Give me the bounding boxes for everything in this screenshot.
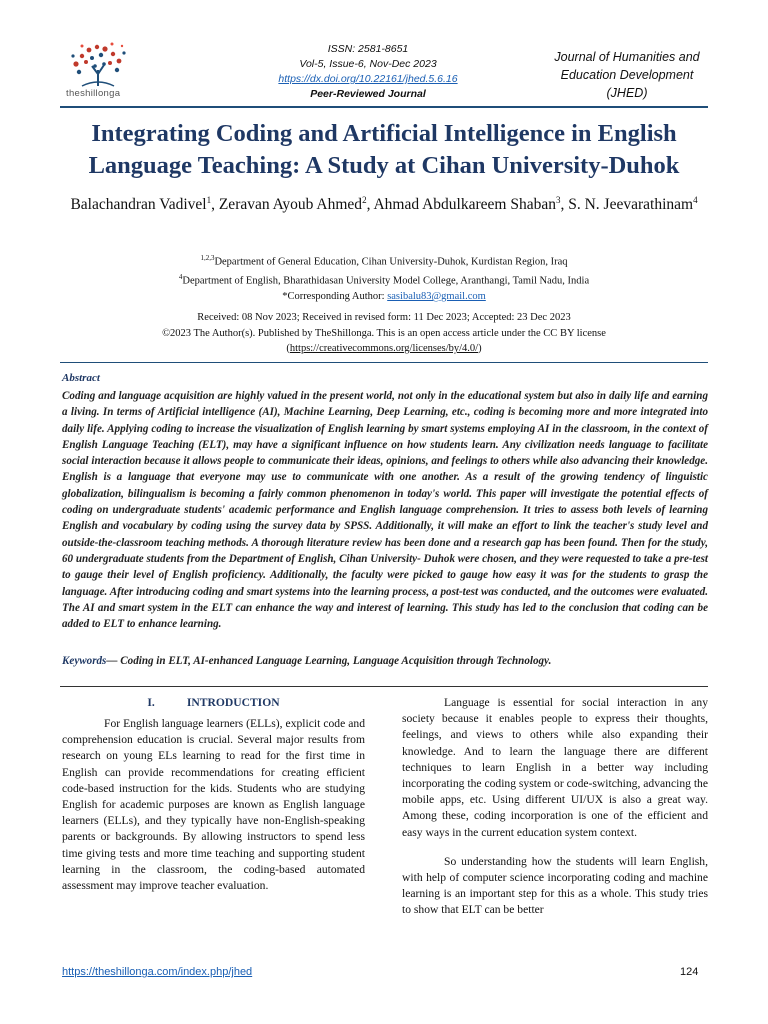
- author-separator: ,: [560, 196, 569, 214]
- section-title: INTRODUCTION: [186, 696, 280, 709]
- abstract-text: Coding and language acquisition are highly valued in the present world, not only in the educational system but also in daily life and earning a living. In terms of Artificial intelligence (AI), Machine Learning, Deep Learning, etc., coding is becoming more and more integrated into daily life. Applying coding to increase the visualization of English learning by smart systems employing AI in the classroom, in the context of English Language Teaching (ELT), may have a significant influence on how students learn. Any civilization needs language to facilitate social interaction because it allows people to communicate their ideas, opinions, and feelings to others while also advancing their knowledge. English is a language that everyone may use to communicate with one another. As a result of the growing tendency of linguistic globalization, bilingualism is becoming a fairly common phenomenon in today's world. This paper will investigate the potential effects of coding on undergraduate students' academic performance and English language comprehension. It tries to assess both levels of learning English and vocabulary by coding using the survey data by SPSS. Additionally, it will make an effort to link the teacher's study level and outside-the-classroom teaching methods. A thorough literature review has been done and a research gap has been found. Then for the study, 60 undergraduate students from the Department of English, Cihan University- Duhok were chosen, and they were requested to take a pre-test to gauge their level of English proficiency. Additionally, the faculty were picked to gauge how easy it was for the students to grasp the language. After introducing coding and smart systems into the learning process, a post-test was conducted, and the outcomes were evaluated. The AI and smart system in the ELT can enhance the way and interest of learning. This study has led to the conclusion that coding can be added to ELT to enhance learning.: [62, 390, 708, 631]
- author-list: [58, 190, 710, 215]
- abstract-heading: Abstract: [62, 372, 100, 384]
- corresponding-author: [58, 289, 710, 305]
- author-sup: 1: [206, 195, 212, 205]
- section-number: I.: [147, 696, 155, 709]
- received-dates: Received: 08 Nov 2023; Received in revised form: 11 Dec 2023; Accepted: 23 Dec 2023: [197, 312, 571, 323]
- author-name: Balachandran Vadivel: [70, 196, 207, 214]
- copyright-notice: ©2023 The Author(s). Published by TheShillonga. This is an open access article under the CC BY license: [162, 327, 606, 339]
- abstract-divider: [60, 362, 708, 363]
- corresponding-label: *Corresponding Author:: [282, 291, 388, 302]
- affiliation-text: Department of English, Bharathidasan University Model College, Aranthangi, Tamil Nadu, India: [182, 275, 590, 287]
- author-separator: ,: [366, 196, 374, 214]
- affiliation-2: [58, 270, 710, 289]
- volume-issue: Vol-5, Issue-6, Nov-Dec 2023: [299, 58, 437, 70]
- affiliation-text: Department of General Education, Cihan University-Duhok, Kurdistan Region, Iraq: [214, 256, 568, 268]
- issn: ISSN: 2581-8651: [327, 43, 409, 55]
- body-divider: [60, 686, 708, 687]
- keywords-text: — Coding in ELT, AI-enhanced Language Learning, Language Acquisition through Technology.: [106, 655, 552, 667]
- right-column: [402, 695, 708, 919]
- author-name: Zeravan Ayoub Ahmed: [218, 196, 363, 214]
- affiliation-sup: 4: [178, 273, 183, 281]
- body-paragraph-2: So understanding how the students will learn English, with help of computer science incorporating coding and machine learning is an important step for this as a whole. This study tries to show that ELT can be better: [402, 854, 708, 917]
- journal-name: [532, 48, 722, 102]
- logo-text: theshillonga: [66, 88, 121, 99]
- page-number: 124: [680, 966, 699, 978]
- footer-url-link[interactable]: https://theshillonga.com/index.php/jhed: [62, 966, 253, 978]
- author-name: Ahmad Abdulkareem Shaban: [373, 196, 556, 214]
- keywords: [62, 655, 708, 667]
- keywords-label: Keywords: [62, 655, 107, 667]
- journal-name-line2: Education Development: [560, 68, 694, 82]
- header-divider: [60, 106, 708, 108]
- left-column: [62, 716, 365, 894]
- journal-name-line1: Journal of Humanities and: [554, 50, 700, 64]
- affiliation-1: [58, 251, 710, 270]
- author-sup: 3: [555, 195, 561, 205]
- email-link[interactable]: sasibalu83@gmail.com: [387, 291, 486, 302]
- paper-title: Integrating Coding and Artificial Intelligence in English Language Teaching: A Study at Cihan University-Duhok: [88, 120, 680, 179]
- journal-name-line3: (JHED): [606, 86, 648, 100]
- doi-link[interactable]: https://dx.doi.org/10.22161/jhed.5.6.16: [278, 73, 458, 85]
- issue-info: [228, 42, 508, 102]
- author-name: S. N. Jeevarathinam: [568, 196, 694, 214]
- author-sup: 2: [362, 195, 367, 205]
- author-sup: 4: [693, 195, 698, 205]
- author-separator: ,: [211, 196, 219, 214]
- intro-paragraph: For English language learners (ELLs), explicit code and comprehension education is crucial. Several major results from research on young ELs learning to read for the first time in English can provide recommendations for creating efficient code-based instruction for the kids. Students who are studying English for academic purposes are known as English language learners (ELLs), and they typically have non-English-speaking parents or backgrounds. By allowing instructors to spend less time giving tests and more time teaching and supporting student learning in the classroom, the coding-based automated assessment may improve teacher evaluation.: [62, 717, 365, 893]
- affiliation-sup: 1,2,3: [200, 254, 215, 262]
- peer-reviewed-label: Peer-Reviewed Journal: [310, 88, 426, 100]
- license-line: (https://creativecommons.org/licenses/by/4.0/): [286, 343, 482, 354]
- publication-dates: [58, 310, 710, 357]
- section-heading: [62, 696, 365, 709]
- body-paragraph-1: Language is essential for social interaction in any society because it enables people to express their thoughts, feelings, and views to others while also expanding their knowledge. And to learn the language there are different techniques to learn English in a better way including incorporating the coding system or code-switching, advancing the mobile apps, etc. Using different UI/UX is also a great way. Among these, coding incorporation is one of the efficient and easy ways in the current education system context.: [402, 696, 708, 839]
- affiliations: [58, 251, 710, 305]
- license-link[interactable]: https://creativecommons.org/licenses/by/4.0/: [289, 343, 479, 354]
